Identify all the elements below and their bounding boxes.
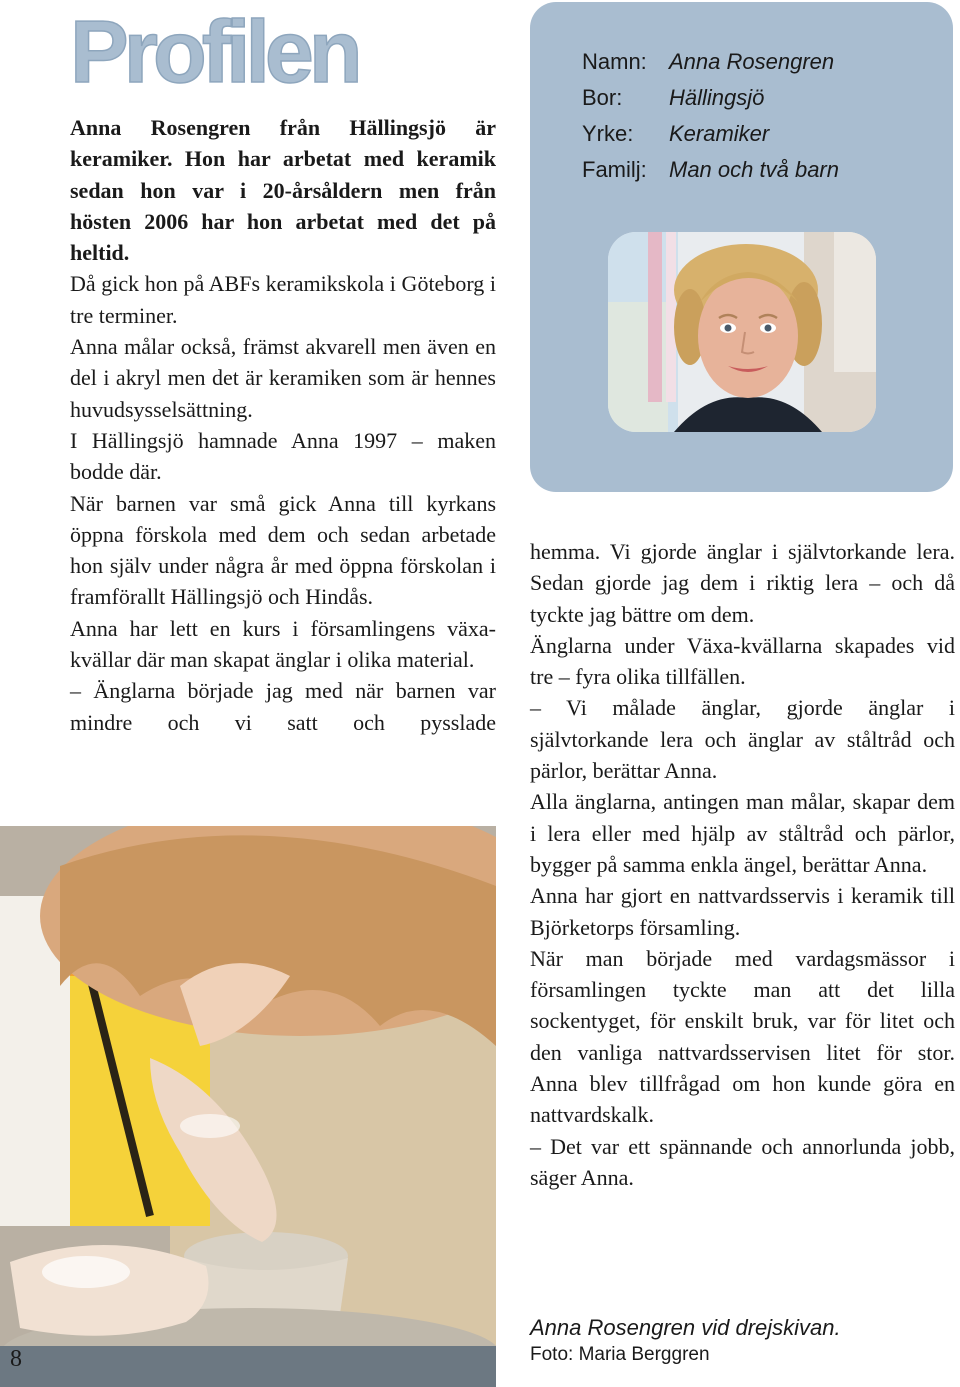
fact-value: Man och två barn (669, 157, 839, 182)
portrait-image (608, 232, 876, 432)
body-paragraph: I Hällingsjö hamnade Anna 1997 – maken bodde där. (70, 427, 496, 485)
masthead-title: Profilen (70, 2, 358, 101)
right-column (530, 536, 955, 1193)
body-paragraph: Anna målar också, främst akvarell men även en del i akryl men det är keramiken som är hennes huvudsysselsättning. (70, 334, 496, 422)
fact-value: Hällingsjö (669, 85, 765, 110)
fact-row-profession (582, 116, 839, 152)
portrait-photo (608, 232, 876, 432)
body-paragraph: Anna har lett en kurs i församlingens växa-kvällar där man skapat änglar i olika material. (70, 615, 496, 673)
pottery-photo (0, 826, 496, 1387)
fact-label: Familj: (582, 157, 647, 182)
fact-label: Namn: (582, 49, 647, 74)
body-paragraph: hemma. Vi gjorde änglar i självtorkande lera. Sedan gjorde jag dem i riktig lera – och då tyckte jag bättre om dem. (530, 539, 955, 627)
body-paragraph: Änglarna under Växa-kvällarna skapades vid tre – fyra olika tillfällen. (530, 632, 955, 690)
body-paragraph: När man började med vardagsmässor i församlingen tyckte man att det lilla sockentyget, för enskilt bruk, var för litet och den vanliga nattvardsservisen litet för stor. Anna blev tillfrågad om hon kunde göra en nattvardskalk. (530, 945, 955, 1128)
body-paragraph: Anna har gjort en nattvardsservis i keramik till Björketorps församling. (530, 883, 955, 940)
pottery-wheel-image (0, 826, 496, 1387)
body-paragraph: När barnen var små gick Anna till kyrkans öppna förskola med dem och sedan arbetade hon själv under några år med öppna förskolan i framförallt Hällingsjö och Hindås. (70, 490, 496, 610)
left-column (70, 112, 496, 738)
photo-caption (530, 1314, 841, 1367)
profile-fact-box (530, 2, 953, 492)
photo-credit: Foto: Maria Berggren (530, 1344, 710, 1365)
page-number: 8 (10, 1346, 22, 1372)
lead-paragraph: Anna Rosengren från Hällingsjö är keramiker. Hon har arbetat med keramik sedan hon var i 20-årsåldern men från hösten 2006 har hon arbetat med det på heltid. (70, 115, 496, 266)
fact-label: Yrke: (582, 121, 634, 146)
body-paragraph: Då gick hon på ABFs keramikskola i Göteborg i tre terminer. (70, 271, 496, 328)
profile-facts (582, 44, 839, 188)
body-paragraph: – Änglarna började jag med när barnen var mindre och vi satt och pysslade (70, 678, 496, 735)
fact-value: Keramiker (669, 121, 770, 146)
fact-row-residence (582, 80, 839, 116)
caption-title: Anna Rosengren vid drejskivan. (530, 1315, 841, 1340)
fact-row-name (582, 44, 839, 80)
fact-label: Bor: (582, 85, 623, 110)
fact-row-family (582, 152, 839, 188)
body-paragraph: – Det var ett spännande och annorlunda jobb, säger Anna. (530, 1133, 955, 1190)
body-paragraph: – Vi målade änglar, gjorde änglar i självtorkande lera och änglar av ståltråd och pärlor, berättar Anna. (530, 695, 955, 784)
fact-value: Anna Rosengren (669, 49, 835, 74)
body-paragraph: Alla änglarna, antingen man målar, skapar dem i lera eller med hjälp av ståltråd och pärlor, bygger på samma enkla ängel, berättar Anna. (530, 789, 955, 877)
